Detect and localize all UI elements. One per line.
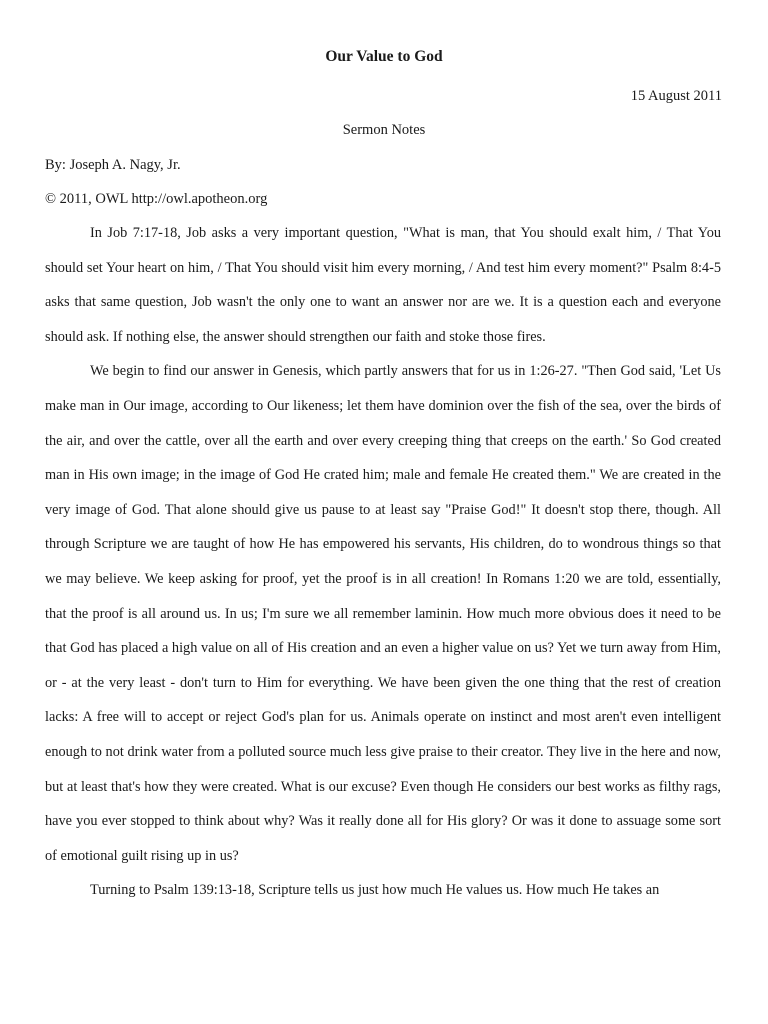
- author-byline: By: Joseph A. Nagy, Jr.: [45, 157, 181, 173]
- document-body: [45, 216, 721, 908]
- document-date: 15 August 2011: [630, 88, 722, 104]
- document-subtitle: Sermon Notes: [342, 122, 426, 138]
- body-paragraph: In Job 7:17-18, Job asks a very important question, "What is man, that You should exalt him, / That You should set Your heart on him, / That You should visit him every morning, / And test him every moment?" Psalm 8:4-5 asks that same question, Job wasn't the only one to want an answer nor are we. It is a question each and everyone should ask. If nothing else, the answer should strengthen our faith and stoke those fires.: [45, 225, 721, 345]
- document-title: Our Value to God: [325, 48, 443, 65]
- body-paragraph: Turning to Psalm 139:13-18, Scripture tells us just how much He values us. How much He takes an: [90, 882, 660, 899]
- copyright-line: © 2011, OWL http://owl.apotheon.org: [45, 191, 268, 207]
- body-paragraph: We begin to find our answer in Genesis, which partly answers that for us in 1:26-27. "Then God said, 'Let Us make man in Our image, according to Our likeness; let them have dominion over the fish of the sea, over the birds of the air, and over the cattle, over all the earth and over every creeping thing that creeps on the earth.' So God created man in His own image; in the image of God He crated him; male and female He created them." We are created in the very image of God. That alone should give us pause to at least say "Praise God!" It doesn't stop there, though. All through Scripture we are taught of how He has empowered his servants, His children, do to wondrous things so that we may believe. We keep asking for proof, yet the proof is in all creation! In Romans 1:20 we are told, essentially, that the proof is all around us. In us; I'm sure we all remember laminin. How much more obvious does it need to be that God has placed a high value on all of His creation and an even a higher value on us? Yet we turn away from Him, or - at the very least - don't turn to Him for everything. We have been given the one thing that the rest of creation lacks: A free will to accept or reject God's plan for us. Animals operate on instinct and most aren't even intelligent enough to not drink water from a polluted source much less give praise to their creator. They live in the here and now, but at least that's how they were created. What is our excuse? Even though He considers our best works as filthy rags, have you ever stopped to think about why? Was it really done all for His glory? Or was it done to assuage some sort of emotional guilt rising up in us?: [45, 363, 721, 864]
